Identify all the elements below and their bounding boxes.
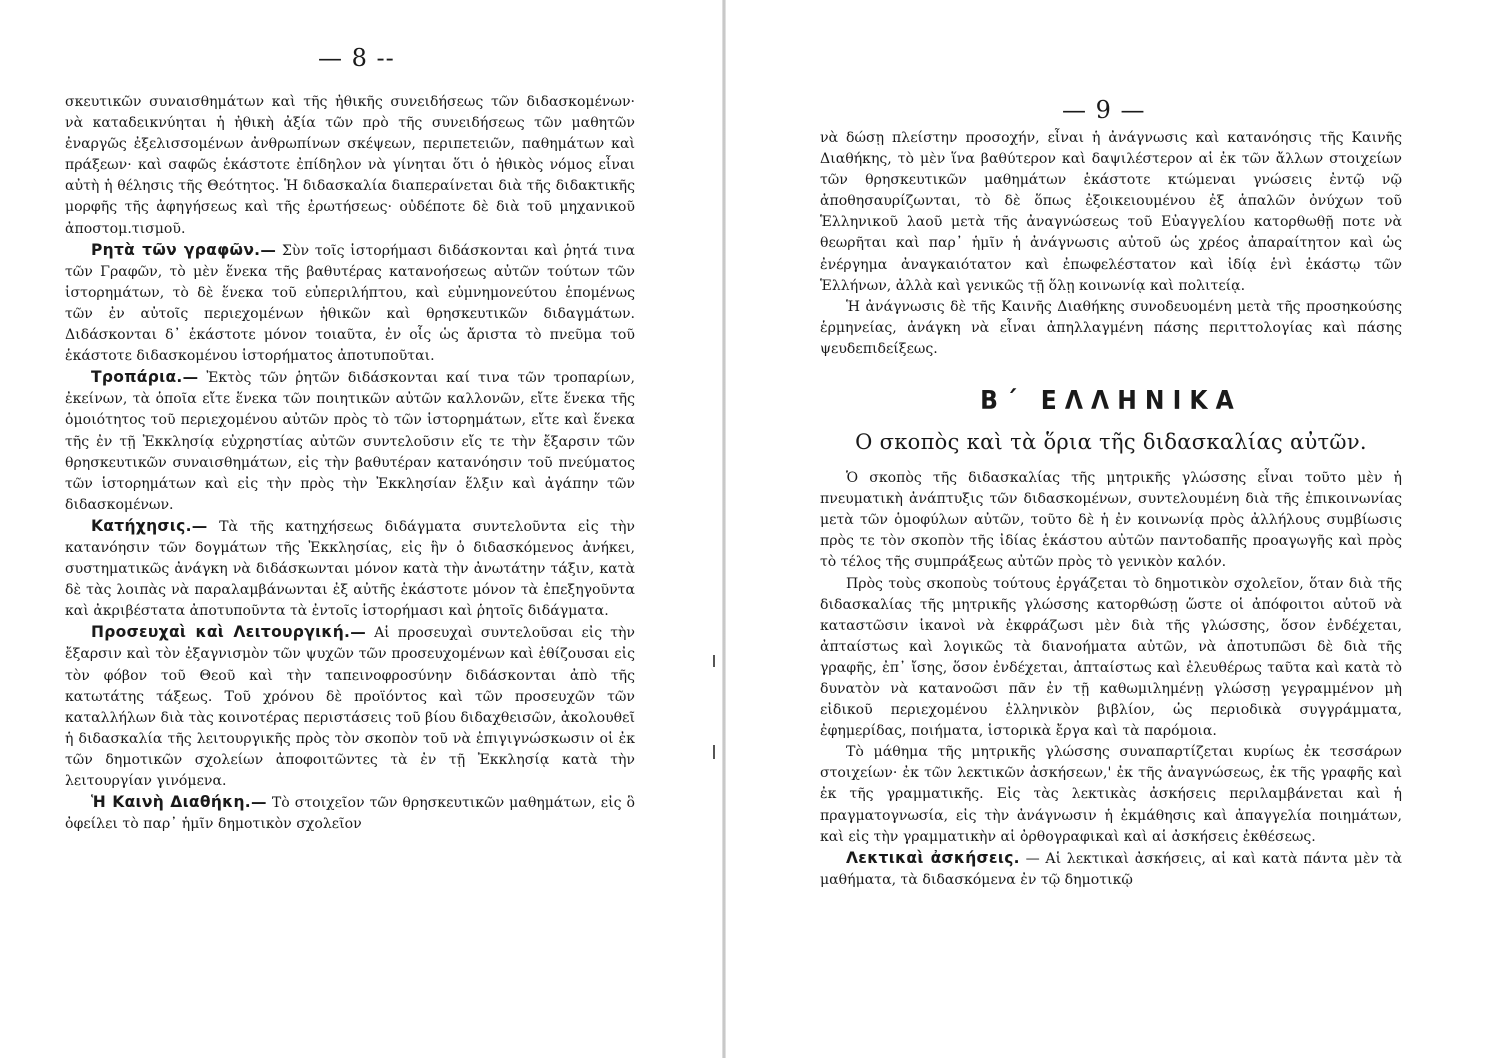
section-subtitle: Ο σκοπὸς καὶ τὰ ὅρια τῆς διδασκαλίας αὐτῶν. [855,430,1367,455]
section-text: Τὸ στοιχεῖον τῶν θρησκευτικῶν μαθημάτων, εἰς ὃ ὀφείλει τὸ παρ᾿ ἡμῖν δημοτικὸν σχολεῖον [65,795,635,833]
page-number: — 8 -- [318,44,395,72]
left-page [0,0,725,1058]
left-text-column [65,92,635,835]
section-heading: Λεκτικαὶ ἀσκήσεις. [846,848,1020,867]
margin-mark [713,655,715,667]
section-text: Ἐκτὸς τῶν ῥητῶν διδάσκονται καί τινα τῶν τροπαρίων, ἐκείνων, τὰ ὁποῖα εἴτε ἕνεκα τῶν ποιητικῶν αὐτῶν καλλονῶν, εἴτε ἕνεκα τῆς ὁμοιότητος τοῦ περιεχομένου αὐτῶν πρὸς τὸ τῶν ἱστορημάτων, εἴτε καὶ ἕνεκα τῆς ἐν τῇ Ἐκκλησίᾳ εὐχρηστίας αὐτῶν συντελοῦσιν εἴς τε τὴν ἔξαρσιν τῶν θρησκευτικῶν συναισθημάτων, εἰς τὴν βαθυτέραν κατανόησιν τοῦ πνεύματος τῶν ἱστορημάτων καὶ εἰς τὴν πρὸς τὴν Ἐκκλησίαν ἕλξιν καὶ ἀγάπην τῶν διδασκομένων. [65,370,635,513]
section-text: Τὰ τῆς κατηχήσεως διδάγματα συντελοῦντα εἰς τὴν κατανόησιν τῶν δογμάτων τῆς Ἐκκλησίας, εἰς ἣν ὁ διδασκόμενος ἀνήκει, συστηματικῶς ἀνάγκη νὰ διδάσκωνται μόνον κατὰ τὴν ἀνωτάτην τάξιν, κατὰ δὲ τὰς λοιπὰς νὰ παραλαμβάνωνται ἐξ αὐτῆς ἑκάστοτε μόνον τὰ ἐπεξηγοῦντα καὶ ἀκριβέστατα ἀποτυποῦντα τὰ ἐντοῖς ἱστορήμασι καὶ ῥητοῖς διδάγματα. [65,518,635,620]
intro-paragraph: σκευτικῶν συναισθημάτων καὶ τῆς ἠθικῆς συνειδήσεως τῶν διδασκομένων· νὰ καταδεικνύηται ἡ ἠθικὴ ἀξία τῶν πρὸ τῆς συνειδήσεως τῶν μαθητῶν ἐναργῶς ἐξελισσομένων ἀνθρωπίνων σκέψεων, περιπετειῶν, παθημάτων καὶ πράξεων· καὶ σαφῶς ἑκάστοτε ἐπίδηλον νὰ γίνηται ὅτι ὁ ἠθικὸς νόμος εἶναι αὐτὴ ἡ θέλησις τῆς Θεότητος. Ἡ διδασκαλία διαπεραίνεται διὰ τῆς διδακτικῆς μορφῆς τῆς ἀφηγήσεως καὶ τῆς ἐρωτήσεως· οὐδέποτε δὲ διὰ τοῦ μηχανικοῦ ἀποστομ.τισμοῦ. [65,94,635,237]
paragraph-2: Ἡ ἀνάγνωσις δὲ τῆς Καινῆς Διαθήκης συνοδευομένη μετὰ τῆς προσηκούσης ἑρμηνείας, ἀνάγκη νὰ εἶναι ἀπηλλαγμένη πάσης περιττολογίας καὶ πάσης ψευδεπιδείξεως. [820,298,1402,357]
page-number: — 9 — [1062,96,1146,124]
section-text: — Αἱ λεκτικαὶ ἀσκήσεις, αἱ καὶ κατὰ πάντα μὲν τὰ μαθήματα, τὰ διδασκόμενα ἐν τῷ δημοτικῷ [820,850,1402,888]
section-heading: Ρητὰ τῶν γραφῶν.— [91,240,277,259]
section-rhta [65,240,635,368]
section-heading: Ἡ Καινὴ Διαθήκη.— [91,793,267,812]
section-kaini-diathiki [65,792,635,835]
margin-mark [713,745,715,759]
section-text: Σὺν τοῖς ἱστορήμασι διδάσκονται καὶ ῥητά τινα τῶν Γραφῶν, τὸ μὲν ἕνεκα τῆς βαθυτέρας κατανοήσεως αὐτῶν τούτων τῶν ἱστορημάτων, τὸ δὲ ἕνεκα τοῦ εὐπεριλήπτου, καὶ εὐμνημονεύτου ἑπομένως τῶν ἐν αὐτοῖς περιεχομένων ἠθικῶν καὶ θρησκευτικῶν διδαγμάτων. Διδάσκονται δ᾿ ἑκάστοτε μόνον τοιαῦτα, ἐν οἷς ὡς ἄριστα τὸ πνεῦμα τοῦ ἑκάστοτε διδασκομένου ἱστορήματος ἀποτυποῦται. [65,242,636,365]
section-troparia [65,367,635,516]
section-lektikai [820,848,1402,891]
section-proseuxai [65,622,635,792]
section-text: Αἱ προσευχαὶ συντελοῦσαι εἰς τὴν ἔξαρσιν καὶ τὸν ἐξαγνισμὸν τῶν ψυχῶν τῶν προσευχομένων καὶ ἐθίζουσαι εἰς τὸν φόβον τοῦ Θεοῦ καὶ τὴν ταπεινοφροσύνην διδάσκονται ἀπὸ τῆς κατωτάτης τάξεως. Τοῦ χρόνου δὲ προϊόντος καὶ τῶν προσευχῶν τῶν καταλλήλων διὰ τὰς κοινοτέρας περιστάσεις τοῦ βίου διδαχθεισῶν, ἀκολουθεῖ ἡ διδασκαλία τῆς λειτουργικῆς πρὸς τὸν σκοπὸν τοῦ νὰ ἐπιγιγνώσκωσιν οἱ ἐκ τῶν δημοτικῶν σχολείων ἀποφοιτῶντες τὰ ἐν τῇ Ἐκκλησίᾳ κατὰ τὴν λειτουργίαν γινόμενα. [65,625,636,789]
right-text-column [820,128,1402,891]
section-katichisis [65,516,635,622]
section-title: Β΄ ΕΛΛΗΝΙΚΑ [980,386,1242,417]
paragraph-4: Πρὸς τοὺς σκοποὺς τούτους ἐργάζεται τὸ δημοτικὸν σχολεῖον, ὅταν διὰ τῆς διδασκαλίας τῆς μητρικῆς γλώσσης κατορθώσῃ ὥστε οἱ ἀπόφοιτοι αὐτοῦ νὰ καταστῶσιν ἱκανοὶ νὰ ἐκφράζωσι μὲν διὰ τῆς γλώσσης, ὅσον ἐνδέχεται, ἀπταίστως καὶ λογικῶς τὰ διανοήματα αὐτῶν, νὰ ἀποτυπῶσι δὲ διὰ τῆς γραφῆς, ἐπ᾿ ἴσης, ὅσον ἐνδέχεται, ἀπταίστως καὶ ἐλευθέρως ταῦτα καὶ κατὰ τὸ δυνατὸν νὰ κατανοῶσι πᾶν ἐν τῇ καθωμιλημένῃ γλώσσῃ γεγραμμένον μὴ εἰδικοῦ περιεχομένου ἑλληνικὸν βιβλίον, ὡς περιοδικὰ συγγράμματα, ἐφημερίδας, ποιήματα, ἱστορικὰ ἔργα καὶ τὰ παρόμοια. [820,575,1402,740]
section-heading: Τροπάρια.— [91,368,199,387]
paragraph-5: Τὸ μάθημα τῆς μητρικῆς γλώσσης συναπαρτίζεται κυρίως ἐκ τεσσάρων στοιχείων· ἐκ τῶν λεκτικῶν ἀσκήσεων,' ἐκ τῆς ἀναγνώσεως, ἐκ τῆς γραφῆς καὶ ἐκ τῆς γραμματικῆς. Εἰς τὰς λεκτικὰς ἀσκήσεις περιλαμβάνεται καὶ ἡ πραγματογνωσία, εἰς τὴν ἀνάγνωσιν ἡ ἐκμάθησις καὶ ἀπαγγελία ποιημάτων, καὶ εἰς τὴν γραμματικὴν αἱ ὀρθογραφικαὶ καὶ αἱ ἀσκήσεις ἐκθέσεως. [820,744,1402,845]
section-heading: Κατήχησις.— [91,516,208,535]
paragraph-1: νὰ δώσῃ πλείστην προσοχήν, εἶναι ἡ ἀνάγνωσις καὶ κατανόησις τῆς Καινῆς Διαθήκης, τὸ μὲν ἵνα βαθύτερον καὶ δαψιλέστερον αἱ ἐκ τῶν ἄλλων στοιχείων τῶν θρησκευτικῶν μαθημάτων ἑκάστοτε κτώμεναι γνώσεις ἐντῷ νῷ ἀποθησαυρίζωνται, τὸ δὲ ὅπως ἐξοικειουμένου ἐξ ἁπαλῶν ὀνύχων τοῦ Ἑλληνικοῦ λαοῦ μετὰ τῆς ἀναγνώσεως τοῦ Εὐαγγελίου κατορθωθῇ ποτε νὰ θεωρῆται καὶ παρ᾿ ἡμῖν ἡ ἀνάγνωσις αὐτοῦ ὡς χρέος ἀπαραίτητον καὶ ὡς ἐνέργημα ἀναγκαιότατον καὶ ἐπωφελέστατον καὶ ἰδίᾳ ἑνὶ ἑκάστῳ τῶν Ἑλλήνων, ἀλλὰ καὶ γενικῶς τῇ ὅλῃ κοινωνίᾳ καὶ πολιτείᾳ. [820,130,1402,294]
right-page [725,0,1500,1058]
section-heading: Προσευχαὶ καὶ Λειτουργική.— [91,623,367,642]
paragraph-3: Ὁ σκοπὸς τῆς διδασκαλίας τῆς μητρικῆς γλώσσης εἶναι τοῦτο μὲν ἡ πνευματικὴ ἀνάπτυξις τῶν διδασκομένων, συντελουμένη διὰ τῆς ἐπικοινωνίας μετὰ τῶν ὁμοφύλων αὐτῶν, τοῦτο δὲ ἡ ἐν κοινωνίᾳ πρὸς ἀλλήλους συμβίωσις πρὸς τε τὸν σκοπὸν τῆς ἰδίας ἑκάστου αὐτῶν παντοδαπῆς προαγωγῆς καὶ πρὸς τὸ τέλος τῆς συμπράξεως αὐτῶν πρὸς τὸ γενικὸν καλόν. [820,470,1402,571]
